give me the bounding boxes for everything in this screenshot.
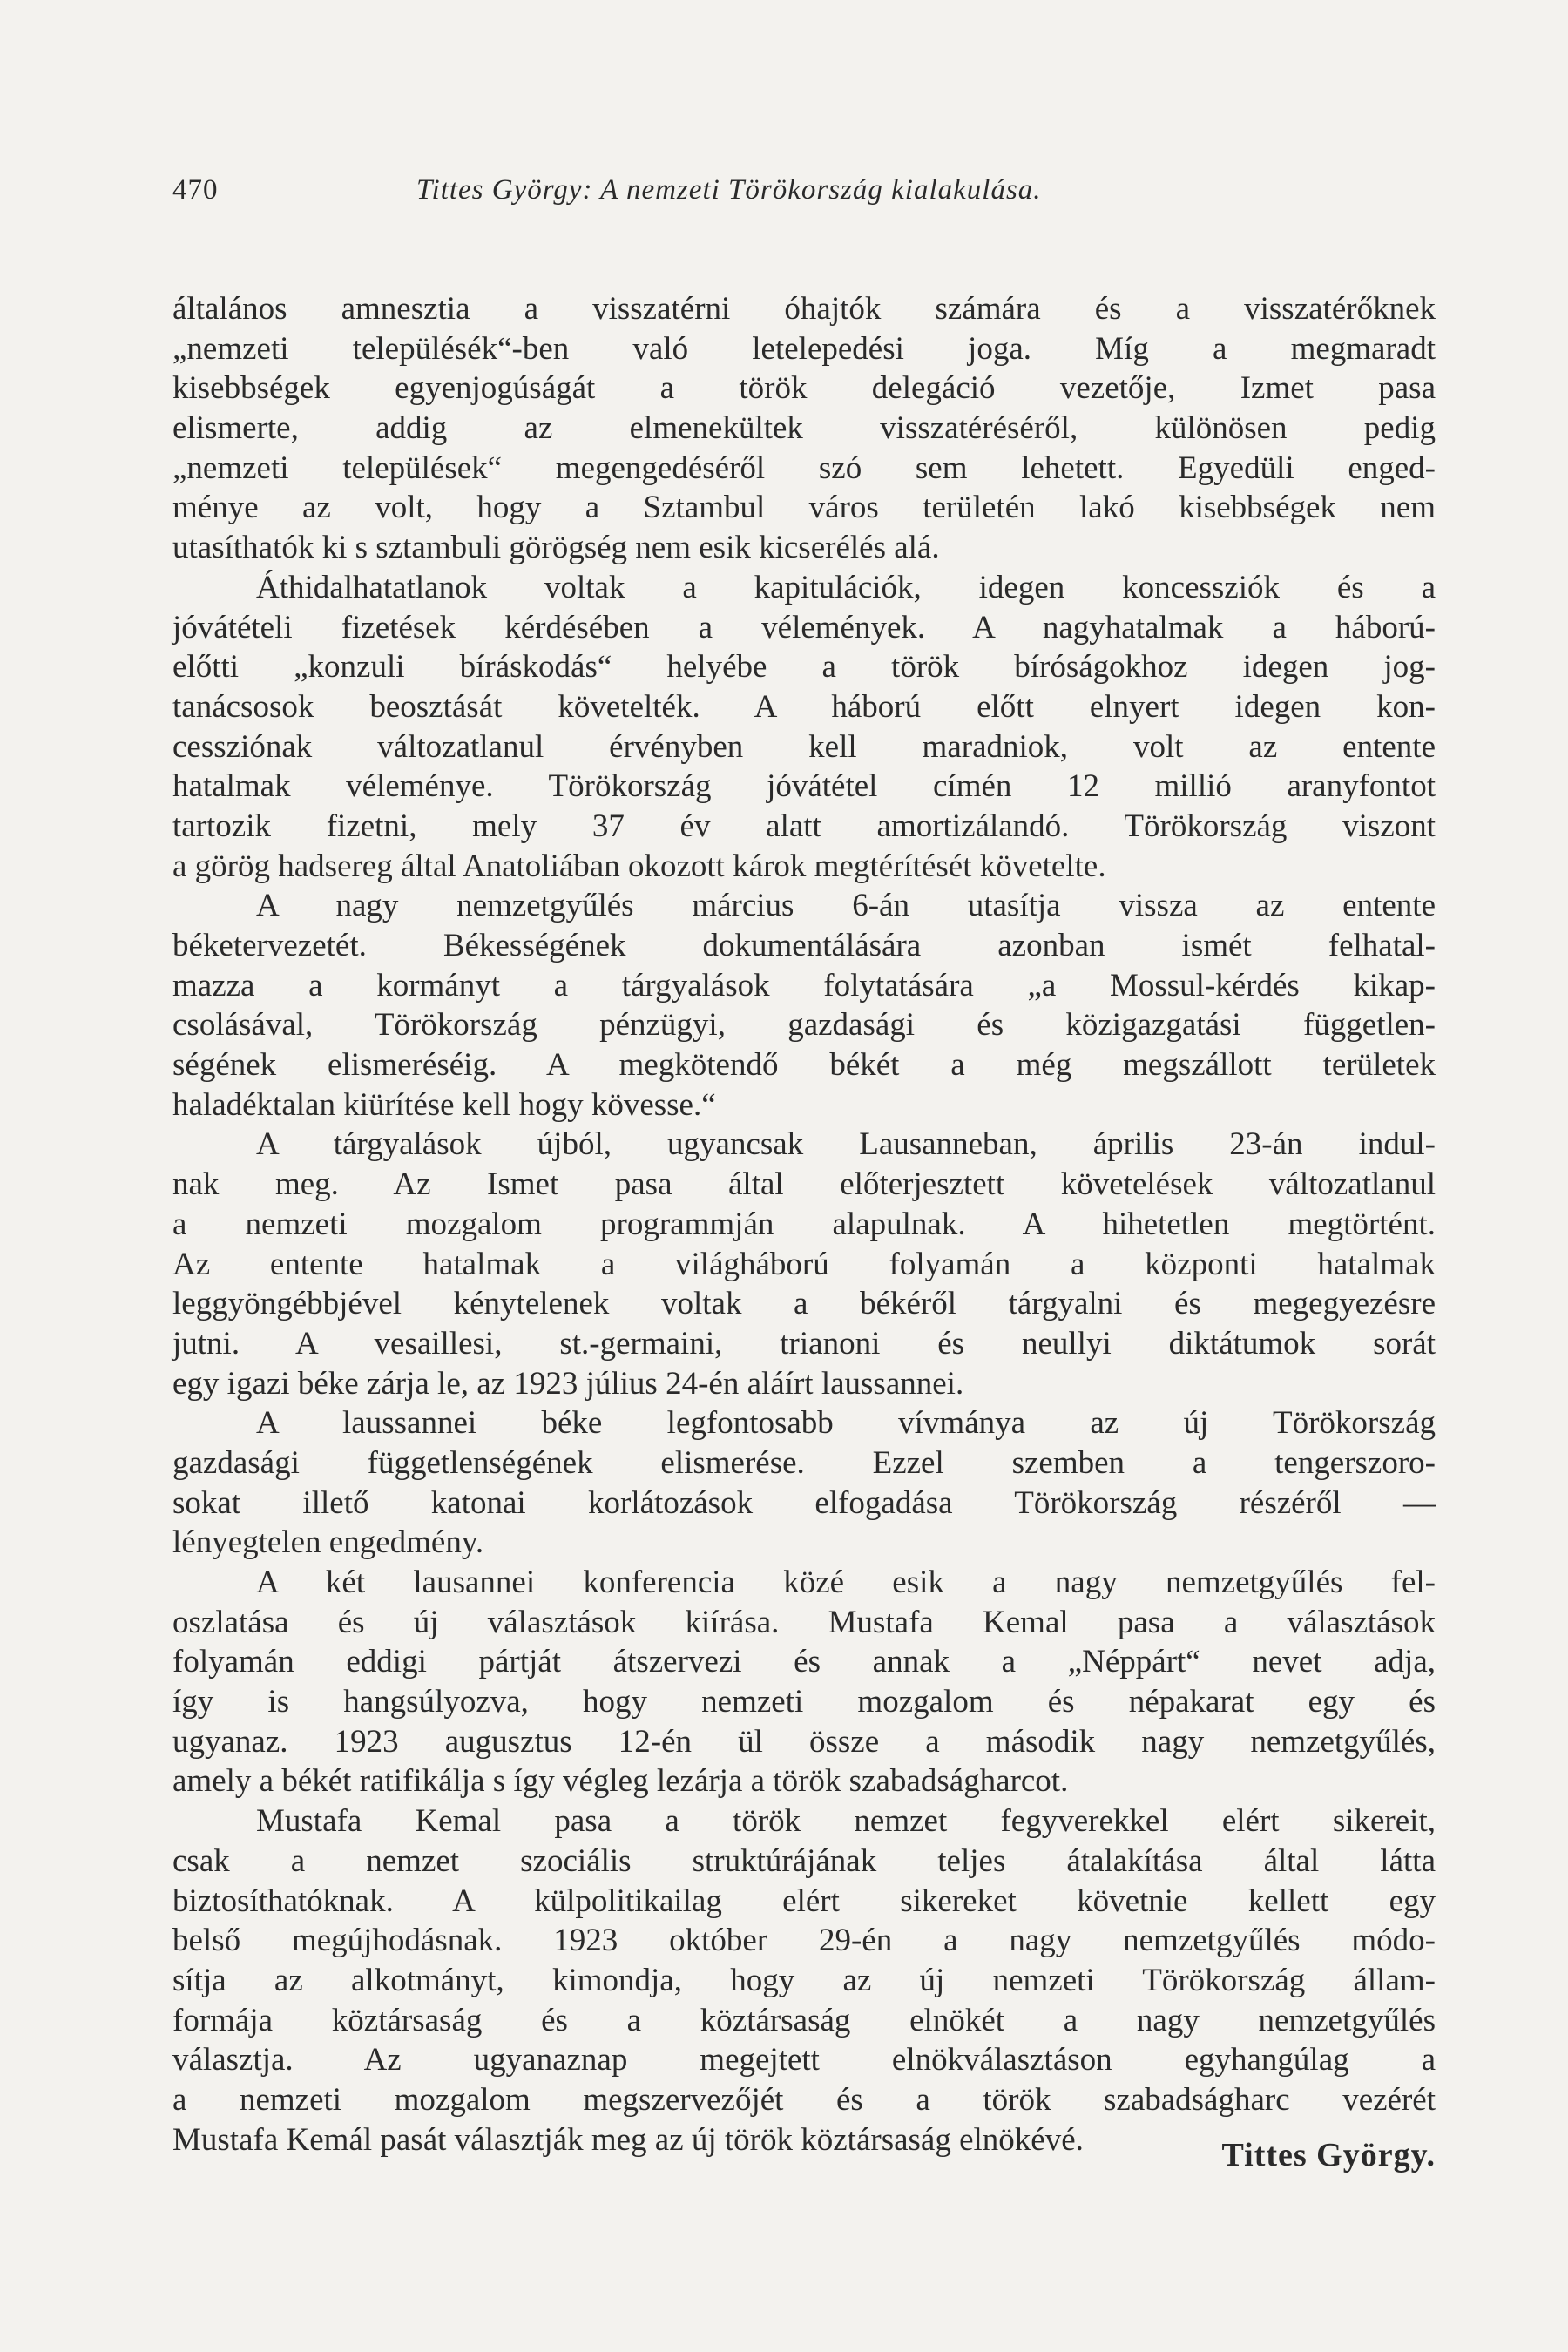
text-line: a nemzeti mozgalom programmján alapulnak. A hihetetlen megtörtént. [172, 1206, 1436, 1242]
text-line: mazza a kormányt a tárgyalások folytatására „a Mossul-kérdés kikap- [172, 967, 1436, 1004]
text-line: gazdasági függetlenségének elismerése. Ezzel szemben a tengerszoro- [172, 1444, 1436, 1481]
text-line: A tárgyalások újból, ugyancsak Lausanneban, április 23-án indul- [256, 1126, 1436, 1163]
text-line: Az entente hatalmak a világháború folyamán a központi hatalmak [172, 1246, 1436, 1282]
running-head-title: Tittes György: A nemzeti Törökország kialakulása. [416, 174, 1042, 206]
text-line: utasíthatók ki s sztambuli görögség nem esik kicserélés alá. [172, 530, 940, 566]
text-line: folyamán eddigi pártját átszervezi és annak a „Néppárt“ nevet adja, [172, 1644, 1436, 1680]
text-line: így is hangsúlyozva, hogy nemzeti mozgalom és népakarat egy és [172, 1684, 1436, 1720]
text-line: ugyanaz. 1923 augusztus 12-én ül össze a második nagy nemzetgyűlés, [172, 1723, 1436, 1760]
text-line: hatalmak véleménye. Törökország jóvátétel címén 12 millió aranyfontot [172, 768, 1436, 805]
text-line: választja. Az ugyanaznap megejtett elnökválasztáson egyhangúlag a [172, 2042, 1436, 2078]
text-line: formája köztársaság és a köztársaság elnökét a nagy nemzetgyűlés [172, 2002, 1436, 2038]
text-line: A két lausannei konferencia közé esik a nagy nemzetgyűlés fel- [256, 1565, 1436, 1600]
text-line: „nemzeti települések“ megengedéséről szó sem lehetett. Egyedüli enged- [172, 449, 1436, 486]
text-line: kisebbségek egyenjogúságát a török delegáció vezetője, Izmet pasa [172, 370, 1436, 407]
text-line: amely a békét ratifikálja s így végleg lezárja a török szabadságharcot. [172, 1763, 1069, 1800]
text-line: tartozik fizetni, mely 37 év alatt amortizálandó. Törökország viszont [172, 808, 1436, 844]
text-line: Mustafa Kemál pasát választják meg az új török köztársaság elnökévé. [172, 2121, 1084, 2158]
text-line: lényegtelen engedmény. [172, 1524, 484, 1561]
text-line: belső megújhodásnak. 1923 október 29-én a nagy nemzetgyűlés módo- [172, 1923, 1436, 1959]
text-line: csolásával, Törökország pénzügyi, gazdasági és közigazgatási független- [172, 1007, 1436, 1044]
text-line: általános amnesztia a visszatérni óhajtók számára és a visszatérőknek [172, 291, 1436, 327]
page-number: 470 [172, 174, 219, 206]
text-line: ségének elismeréséig. A megkötendő békét a még megszállott területek [172, 1047, 1436, 1084]
text-line: Mustafa Kemal pasa a török nemzet fegyverekkel elért sikereit, [256, 1803, 1436, 1840]
text-line: sokat illető katonai korlátozások elfogadása Törökország részéről — [172, 1484, 1436, 1521]
text-line: tanácsosok beosztását követelték. A háború előtt elnyert idegen kon- [172, 688, 1436, 725]
text-line: egy igazi béke zárja le, az 1923 július 24-én aláírt laussannei. [172, 1365, 964, 1402]
text-line: oszlatása és új választások kiírása. Mustafa Kemal pasa a választások [172, 1604, 1436, 1640]
text-line: a nemzeti mozgalom megszervezőjét és a török szabadságharc vezérét [172, 2081, 1436, 2118]
body-text [172, 289, 1436, 2159]
running-head [172, 174, 1436, 218]
text-line: nak meg. Az Ismet pasa által előterjesztett követelések változatlanul [172, 1166, 1436, 1203]
text-line: A nagy nemzetgyűlés március 6-án utasítja vissza az entente [256, 888, 1436, 924]
author-signature: Tittes György. [1221, 2137, 1436, 2173]
text-line: csak a nemzet szociális struktúrájának teljes átalakítása által látta [172, 1842, 1436, 1879]
text-line: sítja az alkotmányt, kimondja, hogy az új nemzeti Törökország állam- [172, 1962, 1436, 1998]
text-line: béketervezetét. Békességének dokumentálására azonban ismét felhatal- [172, 928, 1436, 963]
text-line: a görög hadsereg által Anatoliában okozott károk megtérítését követelte. [172, 848, 1106, 884]
text-line: jutni. A vesaillesi, st.-germaini, trianoni és neullyi diktátumok sorát [172, 1325, 1436, 1362]
text-line: Áthidalhatatlanok voltak a kapitulációk, idegen koncessziók és a [256, 569, 1436, 605]
text-line: előtti „konzuli bíráskodás“ helyébe a török bíróságokhoz idegen jog- [172, 649, 1436, 686]
text-line: „nemzeti településék“-ben való letelepedési joga. Míg a megmaradt [172, 330, 1436, 367]
text-line: biztosíthatóknak. A külpolitikailag elért sikereket követnie kellett egy [172, 1882, 1436, 1919]
text-line: haladéktalan kiürítése kell hogy kövesse.“ [172, 1086, 716, 1123]
text-line: cessziónak változatlanul érvényben kell maradniok, volt az entente [172, 728, 1436, 765]
text-line: jóvátételi fizetések kérdésében a vélemények. A nagyhatalmak a háború- [172, 609, 1436, 645]
text-line: leggyöngébbjével kénytelenek voltak a békéről tárgyalni és megegyezésre [172, 1286, 1436, 1322]
text-line: ménye az volt, hogy a Sztambul város területén lakó kisebbségek nem [172, 490, 1436, 526]
text-line: elismerte, addig az elmenekültek visszatéréséről, különösen pedig [172, 410, 1436, 447]
text-line: A laussannei béke legfontosabb vívmánya az új Törökország [256, 1405, 1436, 1442]
